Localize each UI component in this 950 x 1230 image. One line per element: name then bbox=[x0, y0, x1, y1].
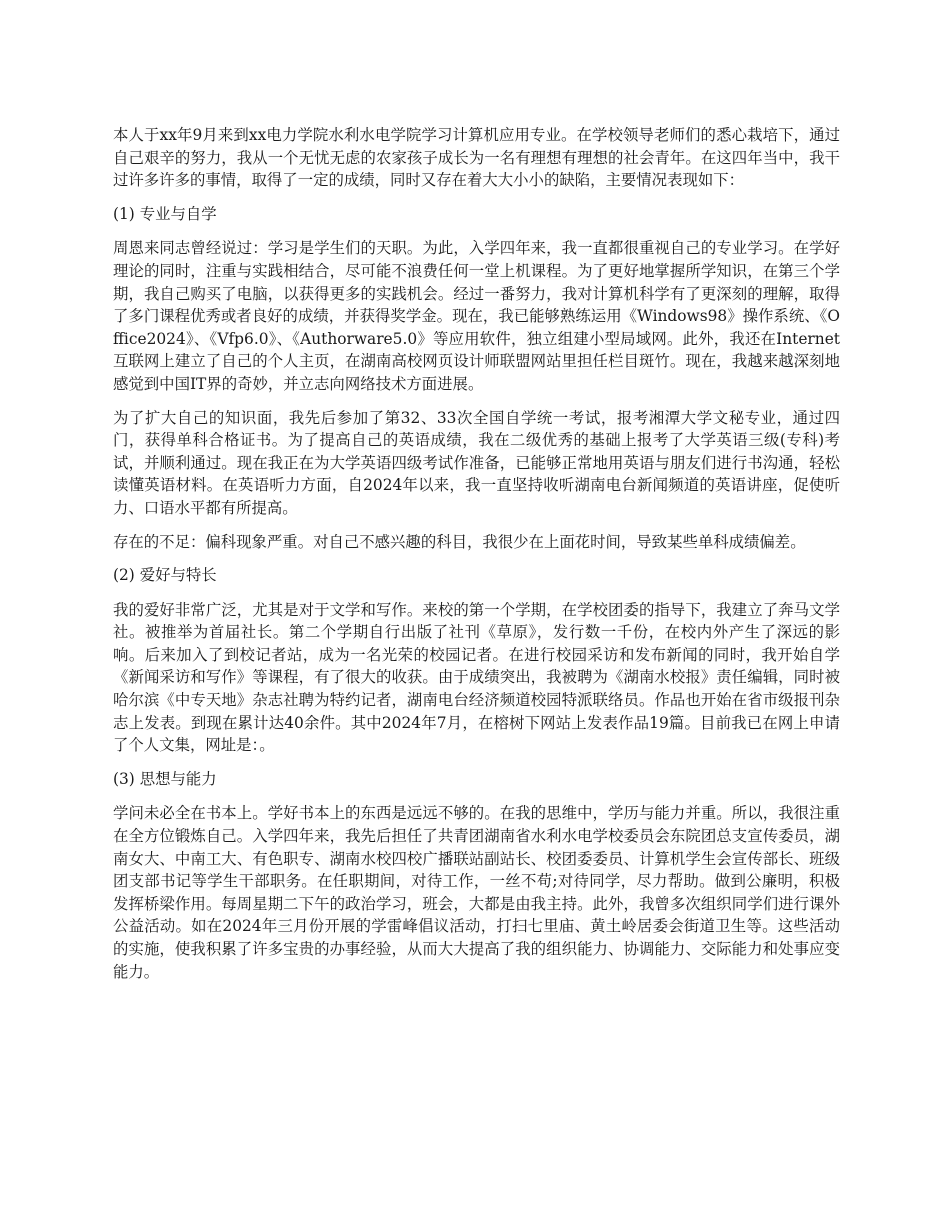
hobbies-paragraph: 我的爱好非常广泛，尤其是对于文学和写作。来校的第一个学期，在学校团委的指导下，我建立了奔马文学社。被推举为首届社长。第二个学期自行出版了社刊《草原》，发行数一千份，在校内外产生了深远的影响。后来加入了到校记者站，成为一名光荣的校园记者。在进行校园采访和发布新闻的同时，我开始自学《新闻采访和写作》等课程，有了很大的收获。由于成绩突出，我被聘为《湖南水校报》责任编辑，同时被哈尔滨《中专天地》杂志社聘为特约记者，湖南电台经济频道校园特派联络员。作品也开始在省市级报刊杂志上发表。到现在累计达40余件。其中2024年7月，在榕树下网站上发表作品19篇。目前我已在网上申请了个人文集，网址是：。 bbox=[113, 600, 840, 755]
section-heading-hobbies: (2) 爱好与特长 bbox=[113, 566, 217, 585]
shortcomings-paragraph: 存在的不足：偏科现象严重。对自己不感兴趣的科目，我很少在上面花时间，导致某些单科成绩偏差。 bbox=[113, 532, 806, 551]
document-page bbox=[113, 124, 840, 994]
ability-paragraph: 学问未必全在书本上。学好书本上的东西是远远不够的。在我的思维中，学历与能力并重。所以，我很注重在全方位锻炼自己。入学四年来，我先后担任了共青团湖南省水利水电学校委员会东院团总支宣传委员，湖南女大、中南工大、有色职专、湖南水校四校广播联站副站长、校团委委员、计算机学生会宣传部长、班级团支部书记等学生干部职务。在任职期间，对待工作，一丝不苟;对待同学，尽力帮助。做到公廉明，积极发挥桥梁作用。每周星期二下午的政治学习，班会，大都是由我主持。此外，我曾多次组织同学们进行课外公益活动。如在2024年三月份开展的学雷峰倡议活动，打扫七里庙、黄土岭居委会街道卫生等。这些活动的实施，使我积累了许多宝贵的办事经验，从而大大提高了我的组织能力、协调能力、交际能力和处事应变能力。 bbox=[113, 804, 840, 981]
major-study-paragraph: 周恩来同志曾经说过：学习是学生们的天职。为此，入学四年来，我一直都很重视自己的专业学习。在学好理论的同时，注重与实践相结合，尽可能不浪费任何一堂上机课程。为了更好地掌握所学知识，在第三个学期，我自己购买了电脑，以获得更多的实践机会。经过一番努力，我对计算机科学有了更深刻的理解，取得了多门课程优秀或者良好的成绩，并获得奖学金。现在，我已能够熟练运用《Windows98》操作系统、《Office2024》、《Vfp6.0》、《Authorware5.0》等应用软件，独立组建小型局域网。此外，我还在Internet互联网上建立了自己的个人主页，在湖南高校网页设计师联盟网站里担任栏目斑竹。现在，我越来越深刻地感觉到中国IT界的奇妙，并立志向网络技术方面进展。 bbox=[113, 239, 840, 393]
self-study-paragraph: 为了扩大自己的知识面，我先后参加了第32、33次全国自学统一考试，报考湘潭大学文秘专业，通过四门，获得单科合格证书。为了提高自己的英语成绩，我在二级优秀的基础上报考了大学英语三级(专科)考试，并顺利通过。现在我正在为大学英语四级考试作准备，已能够正常地用英语与朋友们进行书沟通，轻松读懂英语材料。在英语听力方面，自2024年以来，我一直坚持收听湖南电台新闻频道的英语讲座，促使听力、口语水平都有所提高。 bbox=[113, 408, 840, 517]
intro-paragraph: 本人于xx年9月来到xx电力学院水利水电学院学习计算机应用专业。在学校领导老师们的悉心栽培下，通过自己艰辛的努力，我从一个无忧无虑的农家孩子成长为一名有理想有理想的社会青年。在这四年当中，我干过许多许多的事情，取得了一定的成绩，同时又存在着大大小小的缺陷，主要情况表现如下： bbox=[113, 126, 840, 190]
section-heading-major: (1) 专业与自学 bbox=[113, 204, 217, 223]
section-heading-ability: (3) 思想与能力 bbox=[113, 769, 217, 788]
